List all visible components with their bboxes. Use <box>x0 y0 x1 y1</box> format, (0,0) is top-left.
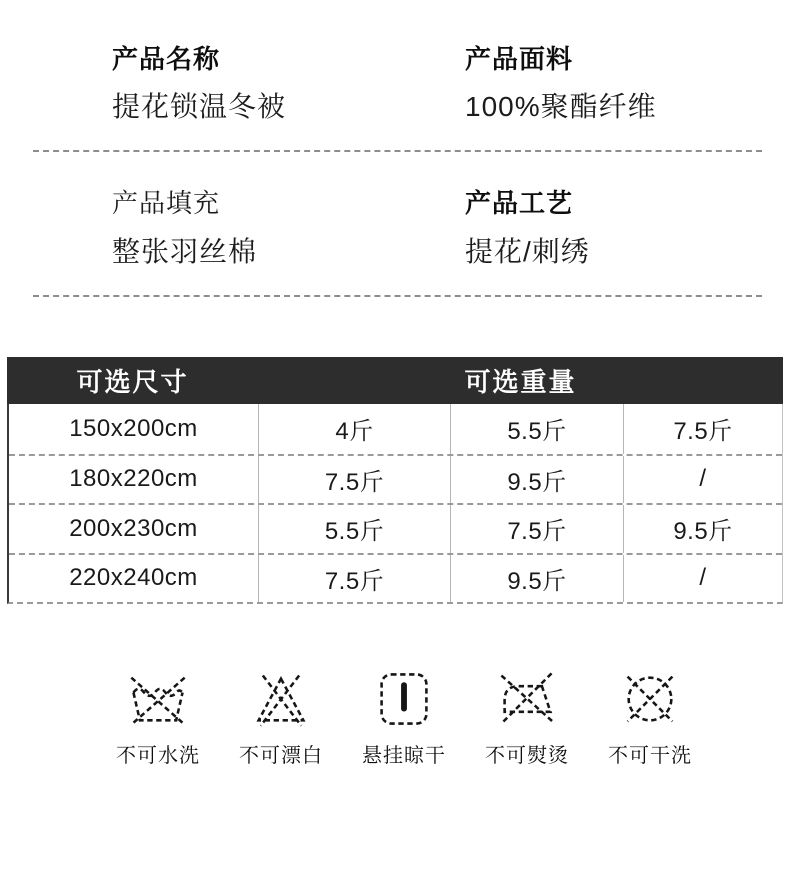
size-cell: 150x200cm <box>69 414 198 442</box>
size-cell: 220x240cm <box>69 564 198 592</box>
product-name-value: 提花锁温冬被 <box>112 91 287 122</box>
do-not-wash-icon <box>126 668 190 730</box>
header-weight: 可选重量 <box>464 367 577 397</box>
weight-cell: 7.5斤 <box>258 555 450 603</box>
table-row <box>9 454 782 504</box>
weight-cell: 5.5斤 <box>450 404 623 454</box>
hang-dry-icon <box>372 668 436 730</box>
table-row <box>9 404 782 454</box>
weight-cell: 9.5斤 <box>623 505 782 553</box>
care-item-do-not-dry-clean <box>608 668 692 768</box>
product-fabric-block <box>465 46 790 121</box>
size-weight-table <box>7 357 783 604</box>
weight-cell: 4斤 <box>258 404 450 454</box>
do-not-iron-icon <box>495 668 559 730</box>
header-size: 可选尺寸 <box>76 367 189 397</box>
product-filling-label: 产品填充 <box>112 188 221 218</box>
section-divider <box>33 295 762 297</box>
product-craft-label: 产品工艺 <box>465 188 574 218</box>
weight-cell: / <box>623 555 782 603</box>
care-label: 不可漂白 <box>239 745 323 767</box>
care-item-do-not-iron <box>485 668 569 768</box>
weight-cell: 9.5斤 <box>450 456 623 504</box>
table-row <box>9 503 782 553</box>
product-info-row-1 <box>0 0 790 121</box>
product-craft-value: 提花/刺绣 <box>465 236 590 267</box>
product-craft-block <box>465 190 790 266</box>
weight-cell: / <box>623 456 782 504</box>
weight-cell: 9.5斤 <box>450 555 623 603</box>
product-filling-value: 整张羽丝棉 <box>112 236 258 267</box>
size-cell: 200x230cm <box>69 514 198 542</box>
care-label: 不可熨烫 <box>485 745 569 767</box>
product-info-row-2 <box>0 152 790 266</box>
table-row <box>9 553 782 603</box>
product-filling-block <box>112 190 465 266</box>
care-item-do-not-bleach <box>239 668 323 768</box>
product-fabric-label: 产品面料 <box>465 44 574 74</box>
size-cell: 180x220cm <box>69 465 198 493</box>
table-header-row <box>7 357 783 404</box>
do-not-bleach-icon <box>249 668 313 730</box>
care-item-hang-dry <box>362 668 446 768</box>
care-label: 不可水洗 <box>116 745 200 767</box>
care-symbols-row <box>116 668 692 768</box>
table-body <box>7 404 783 604</box>
weight-cell: 5.5斤 <box>258 505 450 553</box>
weight-cell: 7.5斤 <box>623 404 782 454</box>
weight-cell: 7.5斤 <box>450 505 623 553</box>
product-name-block <box>112 46 465 121</box>
care-item-do-not-wash <box>116 668 200 768</box>
product-name-label: 产品名称 <box>112 44 221 74</box>
care-label: 悬挂晾干 <box>362 745 446 767</box>
weight-cell: 7.5斤 <box>258 456 450 504</box>
product-fabric-value: 100%聚酯纤维 <box>465 91 657 122</box>
do-not-dry-clean-icon <box>618 668 682 730</box>
care-label: 不可干洗 <box>608 745 692 767</box>
